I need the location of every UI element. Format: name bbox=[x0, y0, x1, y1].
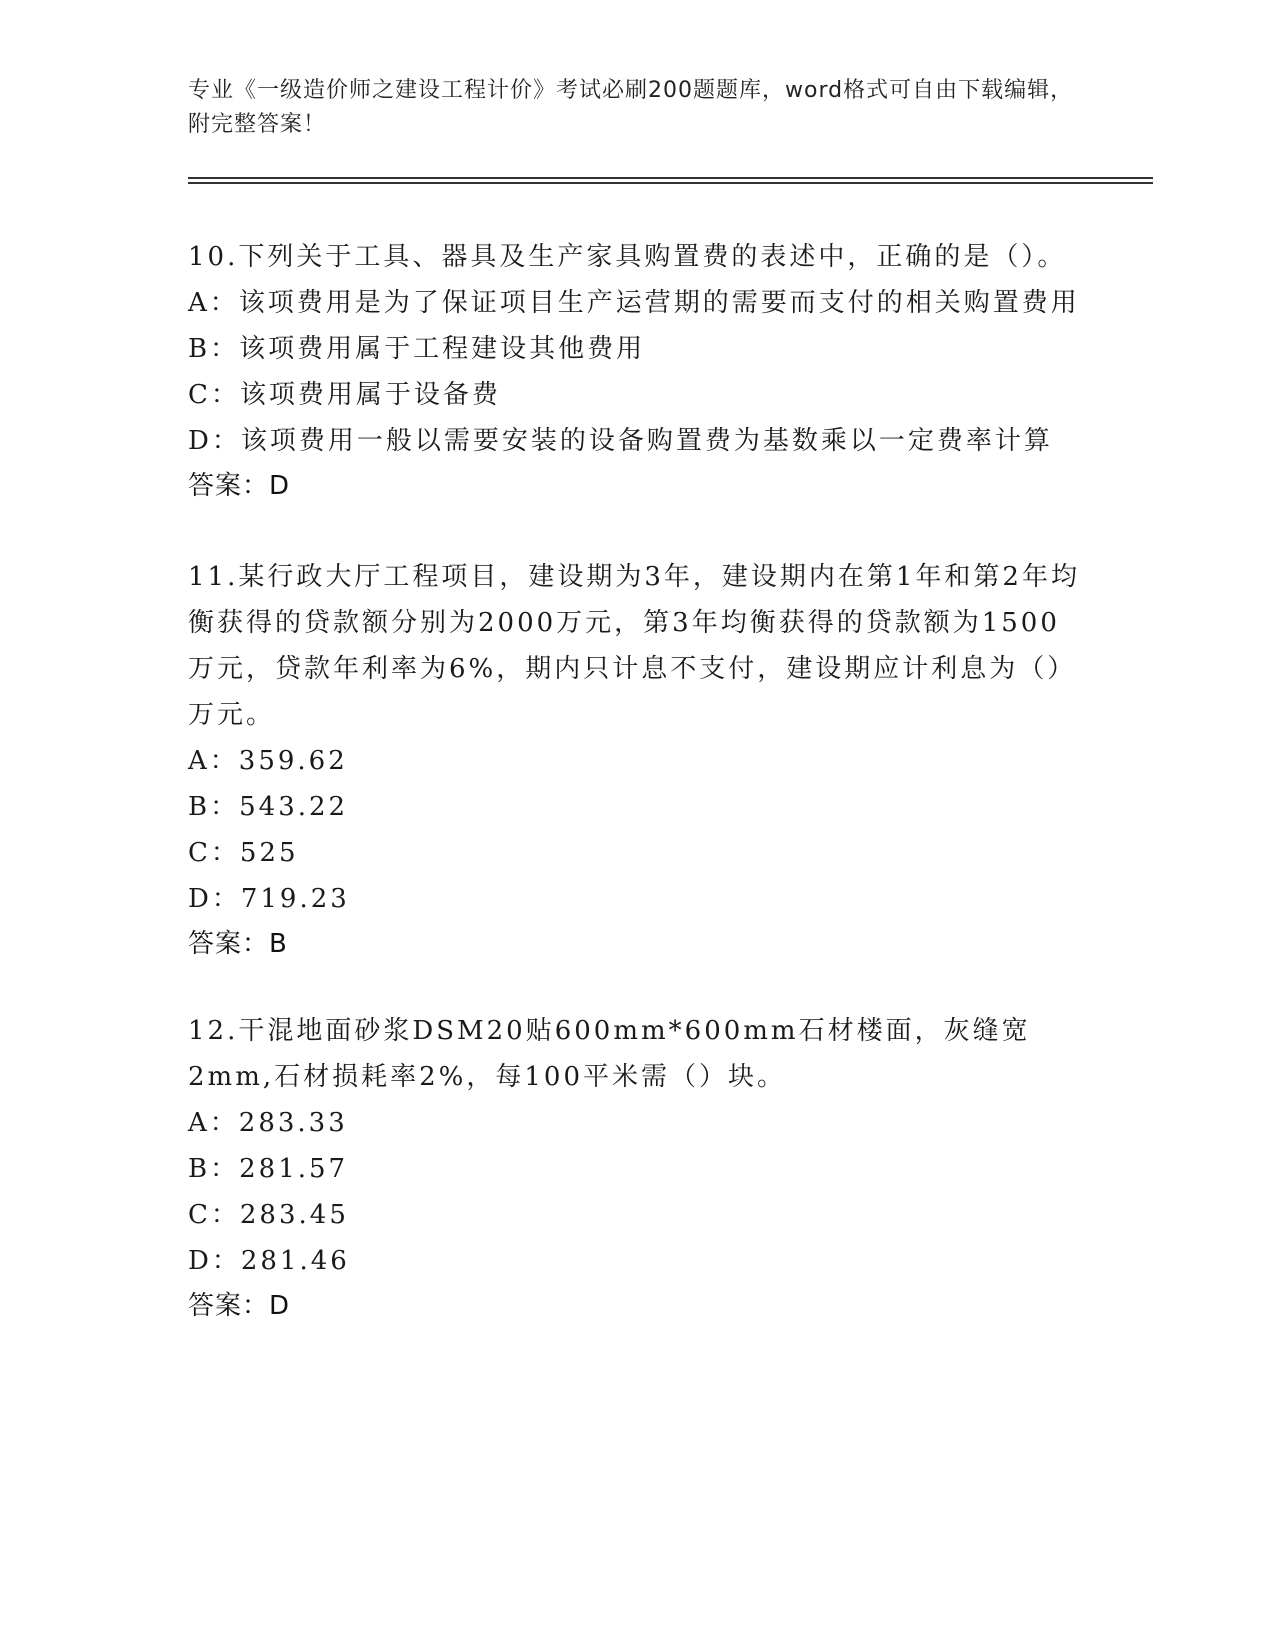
answer: 答案：D bbox=[188, 471, 291, 501]
option-d: D：281.46 bbox=[188, 1246, 350, 1276]
option-c: C：283.45 bbox=[188, 1200, 349, 1230]
question-10 bbox=[188, 234, 1088, 508]
option-d: D：719.23 bbox=[188, 884, 350, 914]
option-d: D：该项费用一般以需要安装的设备购置费为基数乘以一定费率计算 bbox=[188, 426, 1053, 456]
option-b: B：该项费用属于工程建设其他费用 bbox=[188, 334, 646, 364]
question-stem: 12.干混地面砂浆DSM20贴600mm*600mm石材楼面，灰缝宽2mm,石材损耗率2%，每100平米需（）块。 bbox=[188, 1016, 1031, 1092]
question-stem: 10.下列关于工具、器具及生产家具购置费的表述中，正确的是（）。 bbox=[188, 242, 1067, 272]
document-header: 专业《一级造价师之建设工程计价》考试必刷200题题库，word格式可自由下载编辑，附完整答案！ bbox=[188, 78, 1074, 137]
question-12 bbox=[188, 1008, 1088, 1328]
option-c: C：该项费用属于设备费 bbox=[188, 380, 501, 410]
option-c: C：525 bbox=[188, 838, 299, 868]
option-b: B：281.57 bbox=[188, 1154, 349, 1184]
question-11 bbox=[188, 554, 1088, 966]
option-a: A：该项费用是为了保证项目生产运营期的需要而支付的相关购置费用 bbox=[188, 288, 1080, 318]
option-a: A：283.33 bbox=[188, 1108, 348, 1138]
answer: 答案：D bbox=[188, 1291, 291, 1321]
question-stem: 11.某行政大厅工程项目，建设期为3年，建设期内在第1年和第2年均衡获得的贷款额分别为2000万元，第3年均衡获得的贷款额为1500万元，贷款年利率为6%，期内只计息不支付，建设期应计利息为（）万元。 bbox=[188, 562, 1080, 730]
option-a: A：359.62 bbox=[188, 746, 348, 776]
option-b: B：543.22 bbox=[188, 792, 349, 822]
header-divider-top bbox=[188, 177, 1153, 179]
answer: 答案：B bbox=[188, 929, 288, 959]
header-divider-bottom bbox=[188, 182, 1153, 184]
